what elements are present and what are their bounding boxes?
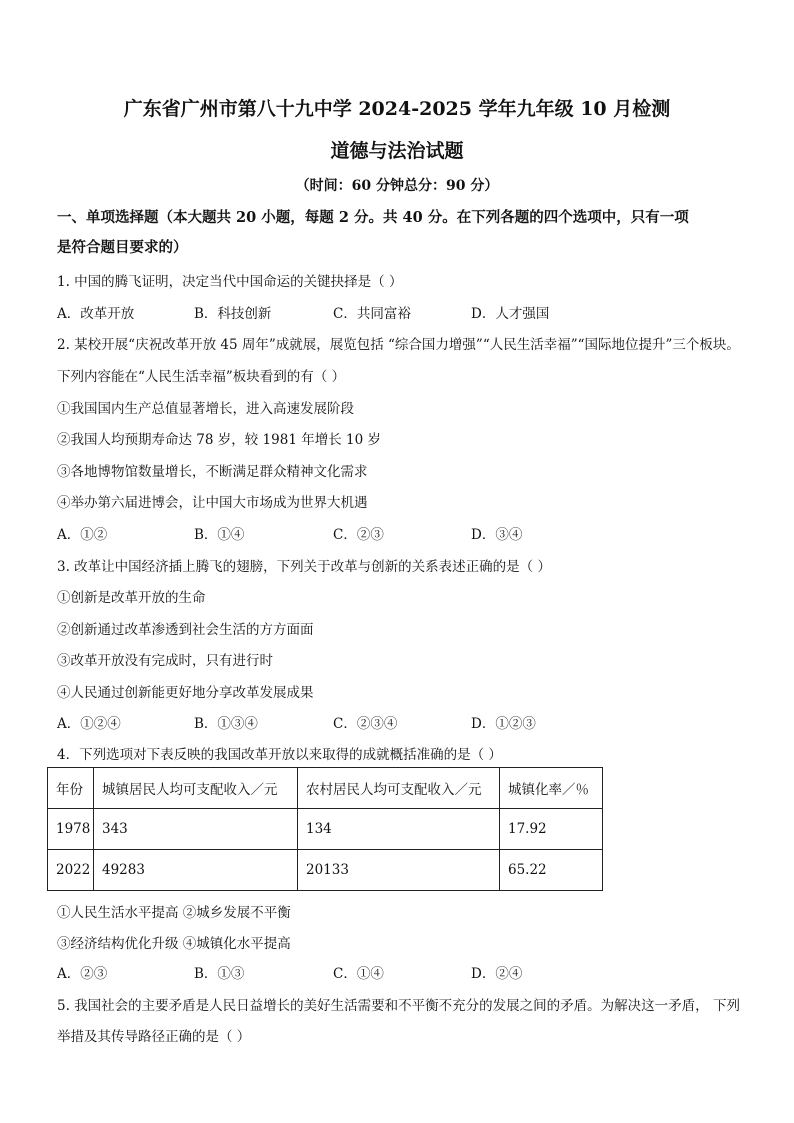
question-2-item-2: ②我国人均预期寿命达 78 岁，较 1981 年增长 10 岁 [57, 432, 381, 448]
table-row [48, 850, 603, 891]
question-4-stem: 4．下列选项对下表反映的我国改革开放以来取得的成就概括准确的是（ ） [57, 747, 502, 763]
question-2-item-1: ①我国国内生产总值显著增长，进入高速发展阶段 [57, 401, 354, 417]
question-5-stem-line2: 举措及其传导路径正确的是（ ） [57, 1029, 251, 1045]
question-2-stem-line2: 下列内容能在“人民生活幸福”板块看到的有（ ） [57, 369, 346, 385]
section-heading-line1: 一、单项选择题（本大题共 20 小题，每题 2 分。共 40 分。在下列各题的四个选项中，只有一项 [57, 209, 689, 226]
table-header-cell: 城镇居民人均可支配收入／元 [94, 768, 298, 809]
table-cell: 134 [298, 809, 500, 850]
question-4-option-c: C．①④ [333, 966, 384, 982]
table-cell: 1978 [48, 809, 94, 850]
question-2-item-4: ④举办第六届进博会，让中国大市场成为世界大机遇 [57, 495, 368, 511]
table-cell: 20133 [298, 850, 500, 891]
table-header-row [48, 768, 603, 809]
question-1-option-a: A．改革开放 [57, 306, 135, 322]
question-1-option-c: C．共同富裕 [333, 306, 411, 322]
question-3-option-c: C．②③④ [333, 716, 398, 732]
question-2-option-a: A．①② [57, 527, 108, 543]
table-cell: 65.22 [500, 850, 603, 891]
table-cell: 49283 [94, 850, 298, 891]
question-3-item-3: ③改革开放没有完成时，只有进行时 [57, 653, 273, 669]
section-heading-line2: 是符合题目要求的） [57, 239, 188, 256]
table-header-cell: 农村居民人均可支配收入／元 [298, 768, 500, 809]
exam-title-line2: 道德与法治试题 [330, 140, 464, 162]
question-4-option-b: B．①③ [194, 966, 245, 982]
table-header-cell: 城镇化率／％ [500, 768, 603, 809]
question-1-option-b: B．科技创新 [194, 306, 272, 322]
question-3-option-d: D．①②③ [471, 716, 536, 732]
question-4-option-a: A．②③ [57, 966, 108, 982]
question-3-stem: 3. 改革让中国经济插上腾飞的翅膀，下列关于改革与创新的关系表述正确的是（ ） [57, 559, 551, 575]
question-3-option-b: B．①③④ [194, 716, 258, 732]
table-row [48, 809, 603, 850]
question-3-option-a: A．①②④ [57, 716, 121, 732]
question-1-option-d: D．人才强国 [471, 306, 550, 322]
question-3-item-1: ①创新是改革开放的生命 [57, 590, 206, 606]
question-2-option-d: D．③④ [471, 527, 523, 543]
question-4-items-line2: ③经济结构优化升级 ④城镇化水平提高 [57, 936, 291, 952]
table-header-cell: 年份 [48, 768, 94, 809]
question-3-item-2: ②创新通过改革渗透到社会生活的方方面面 [57, 622, 314, 638]
exam-title-line1: 广东省广州市第八十九中学 2024-2025 学年九年级 10 月检测 [123, 98, 671, 120]
exam-time-info: （时间：60 分钟总分：90 分） [295, 178, 499, 194]
question-2-item-3: ③各地博物馆数量增长，不断满足群众精神文化需求 [57, 464, 368, 480]
income-urbanization-table [47, 767, 603, 891]
question-1-stem: 1. 中国的腾飞证明，决定当代中国命运的关键抉择是（ ） [57, 274, 403, 290]
question-3-item-4: ④人民通过创新能更好地分享改革发展成果 [57, 685, 314, 701]
question-4-option-d: D．②④ [471, 966, 523, 982]
question-2-stem-line1: 2. 某校开展“庆祝改革开放 45 周年”成就展，展览包括 “综合国力增强”“人民生活幸福”“国际地位提升”三个板块。 [57, 337, 740, 353]
table-cell: 17.92 [500, 809, 603, 850]
question-4-items-line1: ①人民生活水平提高 ②城乡发展不平衡 [57, 905, 291, 921]
question-2-option-c: C．②③ [333, 527, 384, 543]
question-2-option-b: B．①④ [194, 527, 245, 543]
table-cell: 343 [94, 809, 298, 850]
table-cell: 2022 [48, 850, 94, 891]
question-5-stem-line1: 5. 我国社会的主要矛盾是人民日益增长的美好生活需要和不平衡不充分的发展之间的矛盾。为解决这一矛盾， 下列 [57, 998, 740, 1014]
